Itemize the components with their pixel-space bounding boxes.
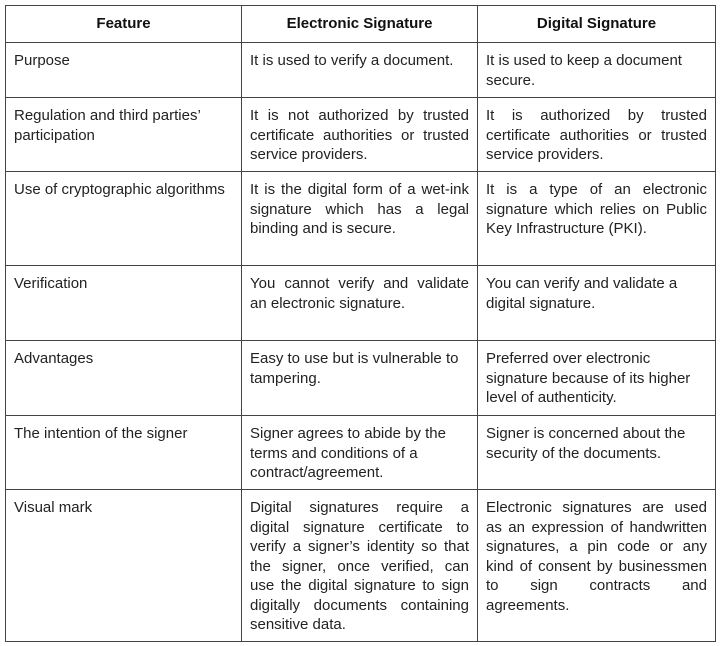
electronic-cell: You cannot verify and validate an electronic signature.: [242, 266, 478, 341]
electronic-cell: Signer agrees to abide by the terms and conditions of a contract/agreement.: [242, 416, 478, 490]
feature-cell: Purpose: [6, 43, 242, 98]
header-row: [6, 6, 716, 43]
table-row: [6, 266, 716, 341]
electronic-cell: Easy to use but is vulnerable to tampering.: [242, 341, 478, 416]
digital-cell: Electronic signatures are used as an expression of handwritten signatures, a pin code or any kind of consent by businessmen to sign contracts and agreements.: [478, 490, 716, 642]
header-digital-signature: Digital Signature: [478, 6, 716, 43]
feature-cell: The intention of the signer: [6, 416, 242, 490]
feature-cell: Visual mark: [6, 490, 242, 642]
feature-cell: Verification: [6, 266, 242, 341]
electronic-cell: It is the digital form of a wet-ink signature which has a legal binding and is secure.: [242, 172, 478, 266]
table-row: [6, 172, 716, 266]
feature-cell: Use of cryptographic algorithms: [6, 172, 242, 266]
digital-cell: Preferred over electronic signature because of its higher level of authenticity.: [478, 341, 716, 416]
digital-cell: It is authorized by trusted certificate authorities or trusted service providers.: [478, 98, 716, 172]
table-row: [6, 341, 716, 416]
digital-cell: It is used to keep a document secure.: [478, 43, 716, 98]
header-electronic-signature: Electronic Signature: [242, 6, 478, 43]
header-feature: Feature: [6, 6, 242, 43]
electronic-cell: It is not authorized by trusted certificate authorities or trusted service providers.: [242, 98, 478, 172]
table-row: [6, 490, 716, 642]
table-row: [6, 43, 716, 98]
feature-cell: Advantages: [6, 341, 242, 416]
digital-cell: It is a type of an electronic signature which relies on Public Key Infrastructure (PKI).: [478, 172, 716, 266]
electronic-cell: It is used to verify a document.: [242, 43, 478, 98]
table-row: [6, 416, 716, 490]
feature-cell: Regulation and third parties’ participation: [6, 98, 242, 172]
digital-cell: You can verify and validate a digital signature.: [478, 266, 716, 341]
digital-cell: Signer is concerned about the security of the documents.: [478, 416, 716, 490]
electronic-cell: Digital signatures require a digital signature certificate to verify a signer’s identity so that the signer, once verified, can use the digital signature to sign digitally documents containing sensitive data.: [242, 490, 478, 642]
comparison-table: [5, 5, 716, 642]
table-row: [6, 98, 716, 172]
